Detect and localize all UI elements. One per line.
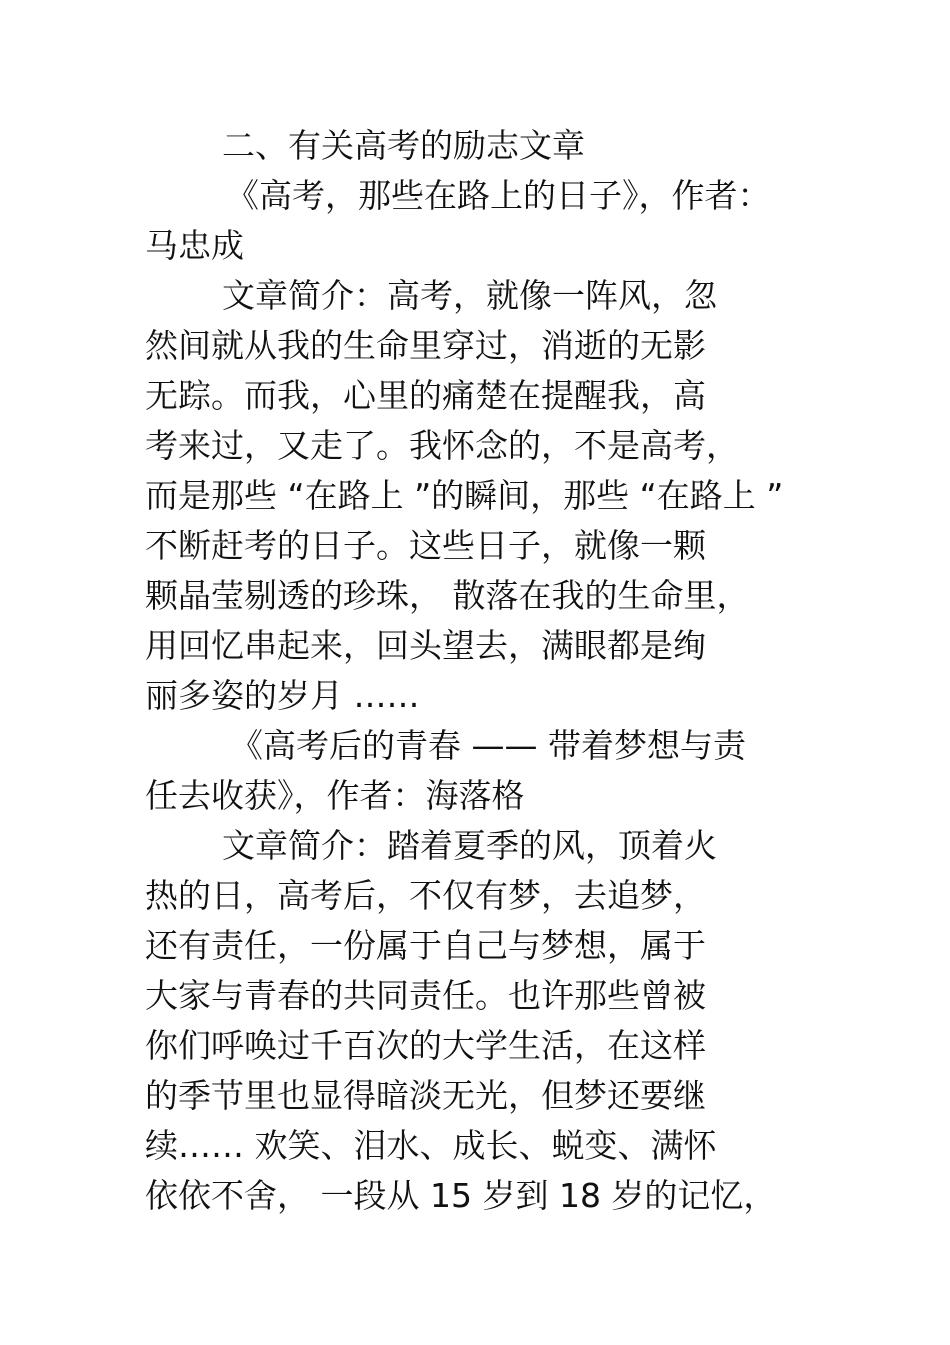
article-author-line: 任去收获》，作者：海落格	[145, 776, 525, 815]
paragraph-line: 依依不舍， 一段从 15 岁到 18 岁的记忆，	[145, 1176, 777, 1215]
paragraph-line: 丽多姿的岁月 ……	[145, 676, 420, 715]
section-heading: 二、有关高考的励志文章	[222, 126, 585, 165]
paragraph-line: 的季节里也显得暗淡无光，但梦还要继	[145, 1076, 706, 1115]
article-author-line: 马忠成	[145, 226, 244, 265]
paragraph-line: 大家与青春的共同责任。也许那些曾被	[145, 976, 706, 1015]
paragraph-line: 续…… 欢笑、泪水、成长、蜕变、满怀	[145, 1126, 717, 1165]
paragraph-line: 然间就从我的生命里穿过，消逝的无影	[145, 326, 706, 365]
paragraph-line: 颗晶莹剔透的珍珠， 散落在我的生命里，	[145, 576, 750, 615]
article-title-line: 《高考，那些在路上的日子》，作者：	[226, 176, 771, 215]
paragraph-line: 不断赶考的日子。这些日子，就像一颗	[145, 526, 706, 565]
paragraph-line: 热的日，高考后，不仅有梦，去追梦，	[145, 876, 706, 915]
paragraph-line: 你们呼唤过千百次的大学生活，在这样	[145, 1026, 706, 1065]
paragraph-line: 而是那些 “在路上 ”的瞬间，那些 “在路上 ”	[145, 476, 784, 515]
paragraph-line: 文章简介：高考，就像一阵风，忽	[222, 276, 717, 315]
paragraph-line: 考来过，又走了。我怀念的，不是高考，	[145, 426, 739, 465]
paragraph-line: 文章简介：踏着夏季的风，顶着火	[222, 826, 717, 865]
paragraph-line: 还有责任，一份属于自己与梦想，属于	[145, 926, 706, 965]
paragraph-line: 用回忆串起来，回头望去，满眼都是绚	[145, 626, 706, 665]
paragraph-line: 无踪。而我，心里的痛楚在提醒我，高	[145, 376, 706, 415]
article-title-line: 《高考后的青春 —— 带着梦想与责	[230, 726, 746, 765]
